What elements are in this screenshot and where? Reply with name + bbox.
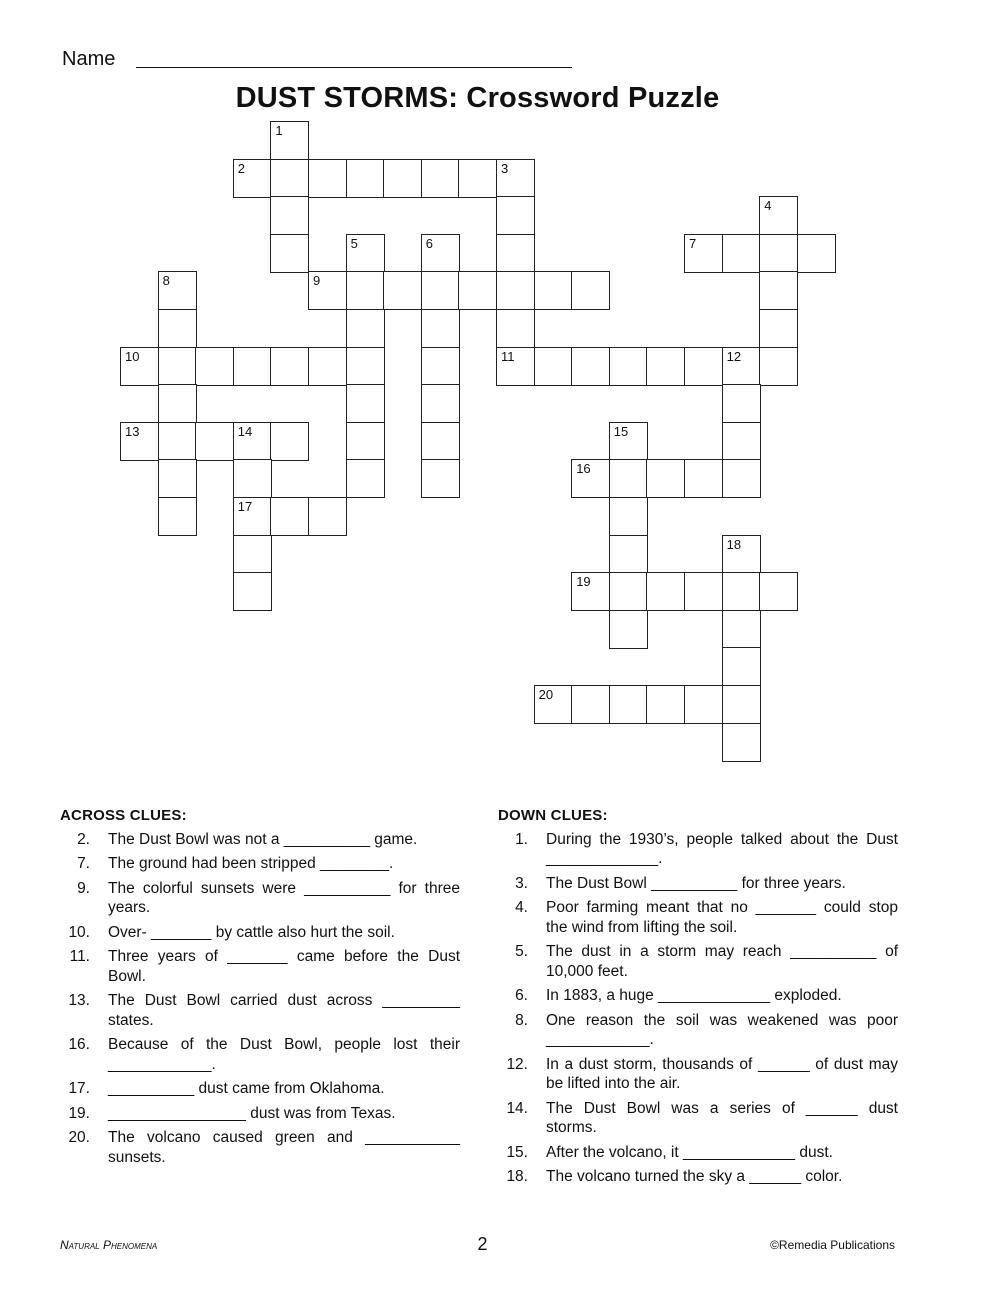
across-clue-number: 10. (68, 923, 90, 941)
crossword-cell[interactable] (722, 459, 761, 498)
down-clue-text: The volcano turned the sky a ______ color. (546, 1168, 843, 1185)
crossword-cell[interactable] (421, 271, 460, 310)
crossword-cell[interactable] (609, 459, 648, 498)
crossword-cell[interactable] (496, 347, 535, 386)
clue-number-4: 4 (764, 198, 772, 214)
crossword-cell[interactable] (571, 572, 610, 611)
crossword-cell[interactable] (496, 196, 535, 235)
crossword-cell[interactable] (233, 572, 272, 611)
crossword-cell[interactable] (158, 497, 197, 536)
crossword-cell[interactable] (120, 422, 159, 461)
crossword-cell[interactable] (759, 309, 798, 348)
crossword-cell[interactable] (684, 347, 723, 386)
across-clue (60, 879, 460, 918)
across-clue (60, 1079, 460, 1099)
down-clue (498, 898, 898, 937)
down-clue-text: The dust in a storm may reach __________ of 10,000 feet. (546, 943, 898, 980)
crossword-cell[interactable] (609, 572, 648, 611)
across-clue-text: __________ dust came from Oklahoma. (108, 1080, 385, 1097)
down-clue-text: In 1883, a huge _____________ exploded. (546, 987, 842, 1004)
crossword-cell[interactable] (797, 234, 836, 273)
clue-number-5: 5 (350, 235, 358, 251)
crossword-cell[interactable] (158, 347, 197, 386)
crossword-cell[interactable] (270, 347, 309, 386)
clue-number-6: 6 (425, 235, 434, 251)
down-clue-number: 6. (515, 987, 528, 1004)
crossword-cell[interactable] (233, 459, 272, 498)
crossword-cell[interactable] (646, 459, 685, 498)
crossword-cell[interactable] (609, 685, 648, 724)
down-clue-number: 3. (515, 874, 528, 892)
across-clue-number: 9. (77, 879, 90, 897)
page-title: DUST STORMS: Crossword Puzzle (235, 82, 720, 114)
crossword-cell[interactable] (270, 196, 309, 235)
crossword-cell[interactable] (759, 196, 798, 235)
crossword-cell[interactable] (233, 159, 272, 198)
down-clue (498, 874, 898, 894)
down-clue-number: 12. (506, 1055, 528, 1073)
crossword-cell[interactable] (233, 497, 272, 536)
crossword-cell[interactable] (609, 610, 648, 649)
crossword-cell[interactable] (421, 347, 460, 386)
down-clue-number: 4. (515, 899, 528, 916)
clue-number-18: 18 (726, 536, 742, 552)
crossword-cell[interactable] (722, 347, 761, 386)
across-clue-text: The Dust Bowl was not a __________ game. (108, 830, 418, 848)
clue-number-10: 10 (125, 348, 140, 364)
clue-number-13: 13 (125, 423, 140, 439)
across-clue (60, 854, 460, 874)
crossword-cell[interactable] (722, 610, 761, 649)
crossword-cell[interactable] (308, 497, 347, 536)
crossword-cell[interactable] (759, 271, 798, 310)
crossword-cell[interactable] (270, 422, 309, 461)
crossword-cell[interactable] (609, 422, 648, 461)
crossword-cell[interactable] (759, 572, 798, 611)
across-clue-number: 13. (68, 992, 90, 1009)
crossword-cell[interactable] (684, 572, 723, 611)
crossword-cell[interactable] (534, 271, 573, 310)
crossword-cell[interactable] (158, 309, 197, 348)
crossword-cell[interactable] (722, 647, 761, 686)
down-clue (498, 1011, 898, 1050)
crossword-cell[interactable] (346, 422, 385, 461)
clue-number-14: 14 (237, 423, 253, 439)
crossword-cell[interactable] (195, 422, 234, 461)
down-clue-number: 8. (515, 1011, 528, 1029)
crossword-cell[interactable] (158, 422, 197, 461)
across-clue (60, 1128, 460, 1167)
crossword-cell[interactable] (646, 572, 685, 611)
down-clue-text: After the volcano, it _____________ dust. (546, 1143, 833, 1161)
down-clue (498, 986, 898, 1006)
crossword-cell[interactable] (684, 234, 723, 273)
crossword-cell[interactable] (421, 422, 460, 461)
crossword-cell[interactable] (346, 309, 385, 348)
crossword-cell[interactable] (722, 572, 761, 611)
down-clue (498, 1167, 898, 1187)
clue-number-15: 15 (613, 423, 629, 439)
crossword-cell[interactable] (646, 685, 685, 724)
crossword-cell[interactable] (759, 347, 798, 386)
crossword-cell[interactable] (722, 723, 761, 762)
crossword-cell[interactable] (722, 685, 761, 724)
crossword-cell[interactable] (684, 459, 723, 498)
crossword-cell[interactable] (195, 347, 234, 386)
clue-number-20: 20 (538, 687, 554, 702)
across-clue-number: 11. (69, 948, 90, 965)
crossword-cell[interactable] (609, 347, 648, 386)
crossword-cell[interactable] (421, 384, 460, 423)
crossword-cell[interactable] (421, 159, 460, 198)
crossword-cell[interactable] (383, 271, 422, 310)
crossword-cell[interactable] (571, 459, 610, 498)
down-clue (498, 942, 898, 981)
down-clues (498, 806, 898, 1192)
crossword-cell[interactable] (346, 159, 385, 198)
across-clue-text: Three years of _______ came before the Dust Bowl. (108, 948, 460, 985)
down-clue-number: 15. (506, 1143, 528, 1161)
crossword-cell[interactable] (722, 234, 761, 273)
crossword-cell[interactable] (308, 159, 347, 198)
clue-number-8: 8 (162, 273, 170, 289)
down-clue (498, 1143, 898, 1163)
crossword-cell[interactable] (233, 347, 272, 386)
crossword-cell[interactable] (270, 234, 309, 273)
clue-number-9: 9 (313, 273, 321, 289)
across-clue-text: The ground had been stripped ________. (108, 855, 394, 872)
crossword-cell[interactable] (270, 497, 309, 536)
crossword-cell[interactable] (496, 271, 535, 310)
clue-number-1: 1 (275, 123, 283, 138)
crossword-cell[interactable] (346, 384, 385, 423)
crossword-cell[interactable] (233, 422, 272, 461)
down-clue-text: The Dust Bowl __________ for three years. (546, 874, 846, 892)
crossword-cell[interactable] (458, 159, 497, 198)
clue-number-11: 11 (501, 348, 515, 364)
crossword-cell[interactable] (383, 159, 422, 198)
crossword-cell[interactable] (308, 347, 347, 386)
down-heading: DOWN CLUES: (498, 807, 608, 824)
across-clue-number: 7. (77, 855, 90, 872)
down-clue (498, 1099, 898, 1138)
clue-number-2: 2 (237, 160, 246, 176)
clue-number-7: 7 (689, 235, 697, 251)
across-clue-number: 20. (68, 1129, 90, 1146)
across-clue-number: 2. (77, 830, 90, 848)
across-clue-text: The Dust Bowl carried dust across _________ states. (108, 992, 460, 1029)
crossword-cell[interactable] (722, 535, 761, 574)
across-clue-number: 16. (68, 1036, 90, 1053)
crossword-cell[interactable] (496, 309, 535, 348)
crossword-cell[interactable] (346, 459, 385, 498)
crossword-cell[interactable] (270, 159, 309, 198)
crossword-cell[interactable] (120, 347, 159, 386)
crossword-cell[interactable] (308, 271, 347, 310)
crossword-cell[interactable] (722, 422, 761, 461)
clue-number-17: 17 (237, 499, 253, 514)
name-label: Name (62, 48, 116, 70)
across-clue (60, 991, 460, 1030)
crossword-cell[interactable] (346, 347, 385, 386)
page-number: 2 (477, 1234, 488, 1254)
across-clue (60, 1035, 460, 1074)
across-clue-text: The colorful sunsets were __________ for three years. (108, 879, 460, 916)
footer-series: Natural Phenomena (60, 1238, 158, 1252)
down-clue-number: 14. (506, 1099, 528, 1117)
down-clue (498, 1055, 898, 1094)
down-clue-number: 1. (515, 830, 528, 848)
crossword-cell[interactable] (759, 234, 798, 273)
crossword-cell[interactable] (421, 234, 460, 273)
across-clues (60, 806, 460, 1172)
down-clue-text: One reason the soil was weakened was poor ____________. (546, 1011, 898, 1048)
down-clue-number: 5. (515, 943, 528, 960)
across-clue-text: Because of the Dust Bowl, people lost their ____________. (108, 1036, 460, 1073)
crossword-cell[interactable] (270, 121, 309, 160)
crossword-cell[interactable] (609, 497, 648, 536)
crossword-cell[interactable] (458, 271, 497, 310)
crossword-cell[interactable] (158, 384, 197, 423)
across-clue-text: The volcano caused green and ___________ sunsets. (108, 1129, 460, 1166)
down-clue-text: In a dust storm, thousands of ______ of dust may be lifted into the air. (546, 1055, 898, 1092)
crossword-cell[interactable] (609, 535, 648, 574)
across-clue (60, 947, 460, 986)
crossword-cell[interactable] (346, 271, 385, 310)
down-clue (498, 830, 898, 869)
across-clue (60, 923, 460, 943)
crossword-cell[interactable] (158, 271, 197, 310)
down-clue-number: 18. (506, 1168, 528, 1185)
crossword-cell[interactable] (496, 234, 535, 273)
across-clue-list (60, 830, 460, 1168)
crossword-cell[interactable] (421, 309, 460, 348)
clue-number-16: 16 (576, 461, 591, 477)
crossword-cell[interactable] (346, 234, 385, 273)
across-heading: ACROSS CLUES: (60, 807, 187, 824)
across-clue (60, 830, 460, 850)
down-clue-text: Poor farming meant that no _______ could stop the wind from lifting the soil. (546, 899, 898, 936)
across-clue (60, 1104, 460, 1124)
across-clue-number: 17. (68, 1080, 90, 1097)
crossword-cell[interactable] (571, 271, 610, 310)
across-clue-text: ________________ dust was from Texas. (108, 1104, 396, 1122)
down-clue-list (498, 830, 898, 1187)
crossword-cell[interactable] (496, 159, 535, 198)
clue-number-12: 12 (726, 348, 742, 364)
crossword-cell[interactable] (571, 685, 610, 724)
crossword-cell[interactable] (233, 535, 272, 574)
clue-number-19: 19 (576, 574, 591, 590)
down-clue-text: The Dust Bowl was a series of ______ dust storms. (546, 1099, 898, 1136)
footer-publisher: ©Remedia Publications (770, 1238, 895, 1252)
down-clue-text: During the 1930’s, people talked about the Dust _____________. (546, 830, 898, 867)
crossword-cell[interactable] (158, 459, 197, 498)
crossword-cell[interactable] (571, 347, 610, 386)
crossword-cell[interactable] (646, 347, 685, 386)
crossword-cell[interactable] (534, 347, 573, 386)
across-clue-number: 19. (68, 1104, 90, 1122)
crossword-cell[interactable] (421, 459, 460, 498)
crossword-cell[interactable] (722, 384, 761, 423)
crossword-cell[interactable] (534, 685, 573, 724)
crossword-cell[interactable] (684, 685, 723, 724)
across-clue-text: Over- _______ by cattle also hurt the soil. (108, 923, 395, 941)
clue-number-3: 3 (501, 160, 509, 176)
